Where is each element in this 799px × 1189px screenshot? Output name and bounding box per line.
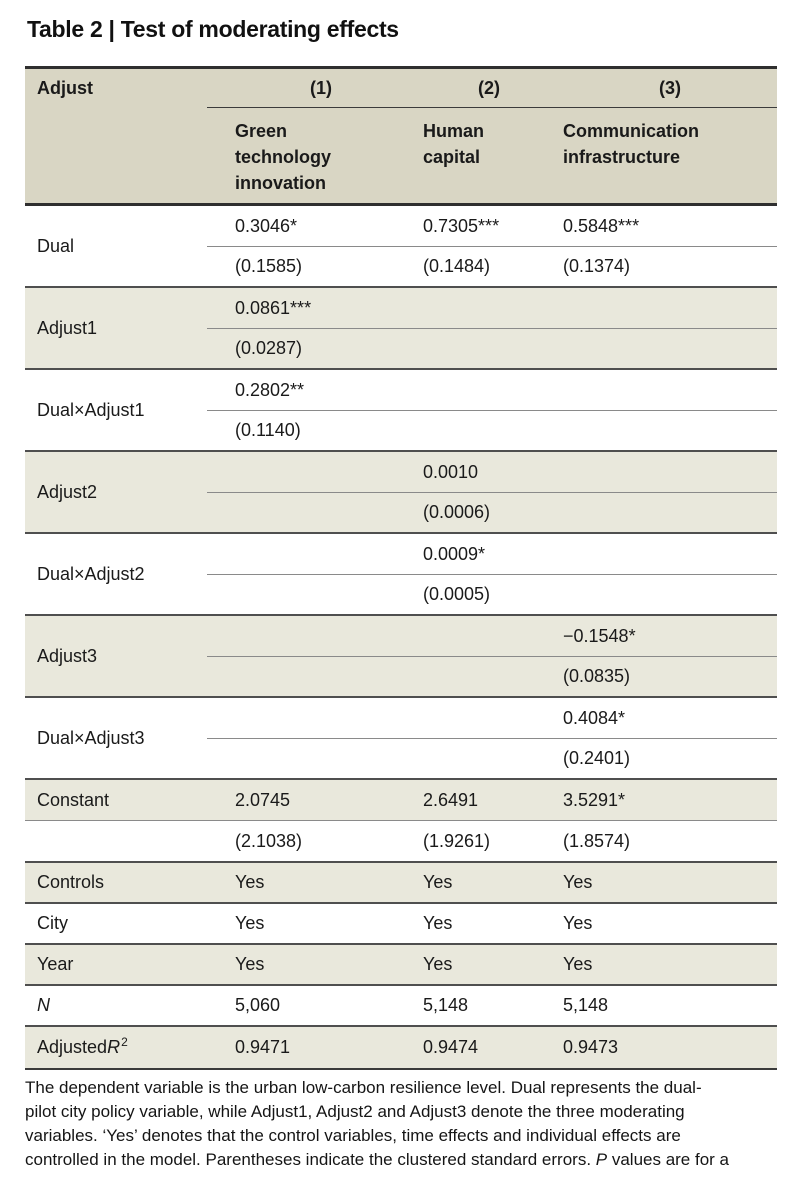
coefficient-cell [407, 370, 555, 410]
summary-row-year [25, 943, 777, 984]
summary-row-adjusted-r2 [25, 1025, 777, 1068]
value-cell: 5,060 [235, 995, 281, 1015]
coefficient-cell: 0.2802** [235, 379, 305, 400]
coefficient-cell [555, 452, 777, 492]
coefficient-cell: 3.5291* [563, 789, 626, 810]
row-label: Dual×Adjust1 [37, 399, 145, 420]
stderr-cell: (0.1585) [207, 246, 407, 286]
row-label: Constant [37, 789, 110, 810]
row-group-adjust2 [25, 450, 777, 532]
value-cell: Yes [235, 954, 265, 974]
row-label: Dual [37, 235, 75, 256]
coefficient-cell [207, 698, 407, 738]
stderr-cell: (0.0835) [555, 656, 777, 696]
stderr-cell: (0.0005) [407, 574, 555, 614]
stderr-cell: (0.0287) [207, 328, 407, 368]
footnote-line: The dependent variable is the urban low-carbon resilience level. Dual represents the dual- [25, 1078, 702, 1097]
row-label: Adjust1 [37, 317, 98, 338]
coefficient-cell: 0.5848*** [563, 215, 640, 236]
row-group-adjust3 [25, 614, 777, 696]
column-header-green-technology-innovation: Green technology innovation [235, 121, 332, 193]
row-label: Controls [37, 872, 105, 892]
stderr-cell: (1.8574) [563, 830, 631, 851]
summary-row-n [25, 984, 777, 1025]
stderr-cell [555, 410, 777, 450]
value-cell: Yes [563, 872, 593, 892]
column-header-spacer [25, 108, 207, 203]
coefficient-cell [407, 698, 555, 738]
value-cell: 0.9474 [423, 1037, 479, 1057]
constant-coefficient-row [25, 778, 777, 820]
footnote-line: pilot city policy variable, while Adjust1, Adjust2 and Adjust3 denote the three moderating [25, 1102, 685, 1121]
row-group-dual-adjust1 [25, 368, 777, 450]
page [0, 15, 799, 1172]
value-cell: 5,148 [563, 995, 609, 1015]
coefficient-cell: 0.0009* [423, 543, 486, 564]
footnote-line: variables. ‘Yes’ denotes that the control variables, time effects and individual effects are [25, 1126, 681, 1145]
stderr-cell: (0.2401) [555, 738, 777, 778]
stderr-cell: (0.1374) [555, 246, 777, 286]
row-group-adjust1 [25, 286, 777, 368]
coefficient-cell [207, 452, 407, 492]
row-label-spacer [25, 821, 207, 861]
footnote-line: controlled in the model. Parentheses indicate the clustered standard errors. P values are for a [25, 1150, 730, 1169]
row-label: Adjusted R $^2$ [37, 1034, 128, 1057]
coefficient-cell: 2.0745 [235, 789, 291, 810]
model-header-1: (1) [207, 69, 407, 108]
row-group-dual-adjust3 [25, 696, 777, 778]
column-header-row [25, 108, 777, 206]
corner-label: Adjust [37, 78, 93, 98]
stderr-cell: (0.1484) [407, 246, 555, 286]
row-label: Year [37, 954, 74, 974]
coefficient-cell [207, 534, 407, 574]
row-label: Dual×Adjust3 [37, 727, 145, 748]
stderr-cell [555, 492, 777, 532]
stderr-cell [555, 574, 777, 614]
value-cell: Yes [423, 954, 453, 974]
row-label: City [37, 913, 68, 933]
stderr-cell [555, 328, 777, 368]
coefficient-cell [207, 616, 407, 656]
value-cell: Yes [235, 872, 265, 892]
value-cell: Yes [563, 954, 593, 974]
model-header-3: (3) [555, 69, 777, 108]
stderr-cell [407, 656, 555, 696]
row-label: Adjust2 [37, 481, 98, 502]
stderr-cell: (2.1038) [235, 830, 303, 851]
stderr-cell [407, 410, 555, 450]
coefficient-cell [407, 288, 555, 328]
column-header-communication-infrastructure: Communication infrastructure [563, 121, 700, 167]
row-label: N [37, 995, 50, 1015]
stderr-cell: (0.1140) [207, 410, 407, 450]
value-cell: Yes [563, 913, 593, 933]
table-footnote [25, 1076, 791, 1172]
coefficient-cell: 0.4084* [563, 707, 626, 728]
row-group-dual-adjust2 [25, 532, 777, 614]
coefficient-cell [555, 534, 777, 574]
stderr-cell: (1.9261) [423, 830, 491, 851]
coefficient-cell: 0.3046* [235, 215, 298, 236]
value-cell: Yes [423, 872, 453, 892]
coefficient-cell [407, 616, 555, 656]
moderating-effects-table [25, 66, 777, 1070]
table-title: Table 2 | Test of moderating effects [27, 16, 399, 42]
model-header-row [25, 69, 777, 108]
coefficient-cell: −0.1548* [563, 625, 636, 646]
stderr-cell [407, 738, 555, 778]
value-cell: Yes [235, 913, 265, 933]
value-cell: 0.9473 [563, 1037, 619, 1057]
summary-row-controls [25, 861, 777, 902]
stderr-cell [207, 656, 407, 696]
stderr-cell [207, 738, 407, 778]
coefficient-cell: 2.6491 [423, 789, 479, 810]
summary-row-city [25, 902, 777, 943]
coefficient-cell: 0.7305*** [423, 215, 500, 236]
stderr-cell: (0.0006) [407, 492, 555, 532]
model-header-2: (2) [407, 69, 555, 108]
value-cell: Yes [423, 913, 453, 933]
coefficient-cell: 0.0010 [423, 461, 479, 482]
coefficient-cell: 0.0861*** [235, 297, 312, 318]
stderr-cell [207, 574, 407, 614]
stderr-cell [207, 492, 407, 532]
value-cell: 5,148 [423, 995, 469, 1015]
coefficient-cell [555, 370, 777, 410]
column-header-human-capital: Human capital [423, 121, 485, 167]
row-label: Dual×Adjust2 [37, 563, 145, 584]
stderr-cell [407, 328, 555, 368]
constant-stderr-row [25, 820, 777, 861]
coefficient-cell [555, 288, 777, 328]
row-group-dual [25, 206, 777, 286]
value-cell: 0.9471 [235, 1037, 291, 1057]
row-label: Adjust3 [37, 645, 98, 666]
